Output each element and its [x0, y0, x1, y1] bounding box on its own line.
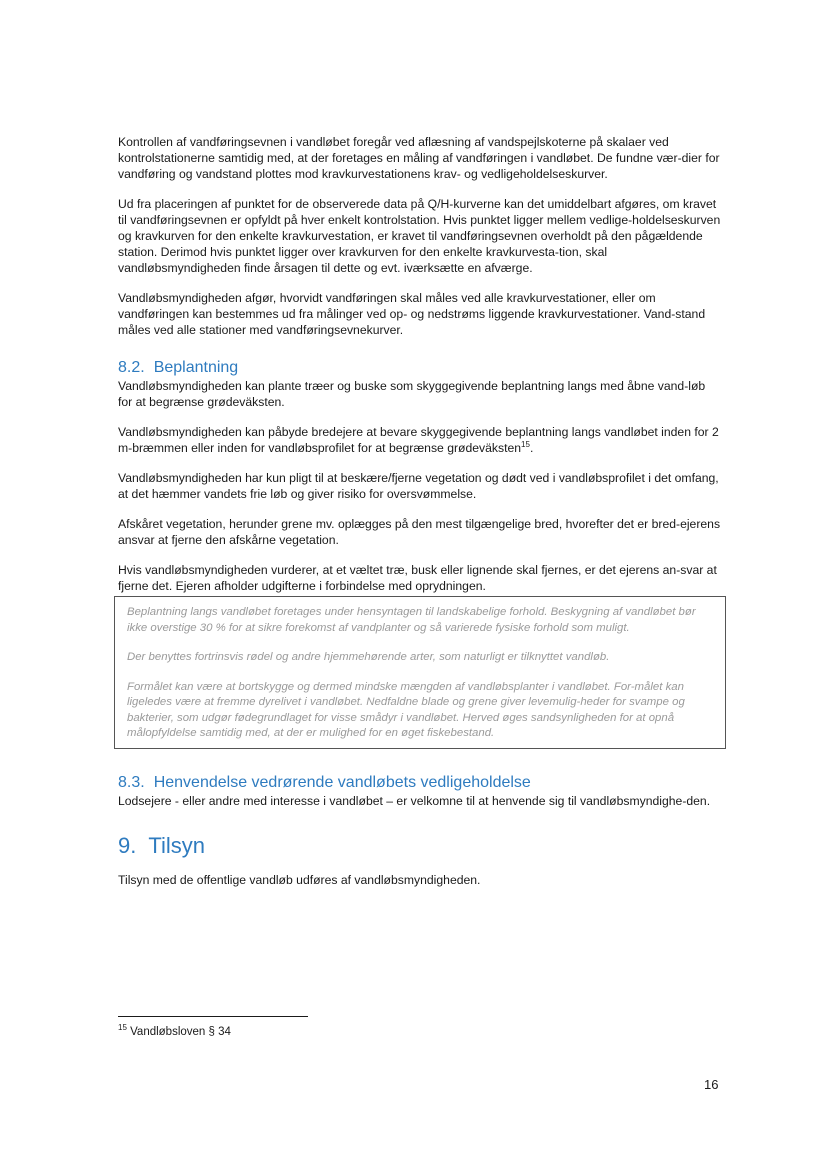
section-heading-8-2 — [118, 358, 722, 378]
note-paragraph-beplantning: Beplantning langs vandløbet foretages under hensyntagen til landskabelige forhold. Beskygning af vandløbet bør ikke overstige 30 % for at sikre forekomst af vandplanter og så varierede fysiske forhold som muligt. — [127, 606, 696, 634]
paragraph-pligt: Vandløbsmyndigheden har kun pligt til at beskære/fjerne vegetation og dødt ved i vandløbsprofilet i det omfang, at det hæmmer vandets frie løb og giver risiko for oversvømmelse. — [118, 471, 719, 501]
footnote-separator — [118, 1016, 308, 1017]
chapter-title: Tilsyn — [148, 832, 205, 858]
note-box — [114, 596, 726, 749]
paragraph-lodsejere: Lodsejere - eller andre med interesse i vandløbet – er velkomne til at henvende sig til vandløbsmyndighe-den. — [118, 793, 711, 808]
paragraph-paabyde-text: Vandløbsmyndigheden kan påbyde bredejere at bevare skyggegivende beplantning langs vandløbet inden for 2 m-bræmmen eller inden for vandløbsprofilet for at begrænse grødeväksten — [118, 425, 719, 455]
paragraph-vaeltet-trae: Hvis vandløbsmyndigheden vurderer, at et væltet træ, busk eller lignende skal fjernes, er det ejerens an-svar at fjerne det. Ejeren afholder udgifterne i forbindelse med oprydningen. — [118, 563, 717, 593]
paragraph-plante: Vandløbsmyndigheden kan plante træer og buske som skyggegivende beplantning langs med åbne vand-løb for at begrænse grødeväksten. — [118, 379, 706, 409]
section-number: 8.3. — [118, 773, 145, 791]
footnote-text: Vandløbsloven § 34 — [126, 1026, 231, 1038]
paragraph-afskaaret: Afskåret vegetation, herunder grene mv. oplægges på den mest tilgængelige bred, hvorefter det er bred-ejerens ansvar at fjerne den afskårne vegetation. — [118, 517, 721, 547]
note-paragraph-formaal: Formålet kan være at bortskygge og dermed mindske mængden af vandløbsplanter i vandløbet. For-målet kan ligeledes være at fremme dyrelivet i vandløbet. Nedfaldne blade og grene giver levemulig-heder for svampe og bakterier, som udgør fødegrundlaget for visse smådyr i vandløbet. Herved øges sandsynligheden for at opnå målopfyldelse samtidig med, at der er mulighed for en øget fiskebestand. — [127, 680, 685, 739]
paragraph-paabyde-end: . — [529, 441, 534, 455]
paragraph-paabyde — [118, 424, 722, 456]
chapter-number: 9. — [118, 832, 137, 858]
footnote — [118, 1023, 231, 1038]
note-paragraph-roedel: Der benyttes fortrinsvis rødel og andre hjemmehørende arter, som naturligt er tilknyttet vandløb. — [127, 651, 610, 663]
chapter-heading-9 — [118, 832, 722, 860]
footnote-number: 15 — [118, 1023, 127, 1033]
page-content — [118, 134, 722, 888]
paragraph-kontrol: Kontrollen af vandføringsevnen i vandløbet foregår ved aflæsning af vandspejlskoterne på skalaer ved kontrolstationerne samtidig med, at der foretages en måling af vandføringen i vandløbet. De fundne vær-dier for vandføring og vandstand plottes mod kravkurvestationens krav- og vedligeholdelseskurver. — [118, 135, 720, 181]
paragraph-vandfoering: Vandløbsmyndigheden afgør, hvorvidt vandføringen skal måles ved alle kravkurvestationer, eller om vandføringen kan bestemmes ud fra målinger ved op- og nedstrøms liggende kravkurvestationer. Vand-stand måles ved alle stationer med vandføringsevnekurver. — [118, 291, 706, 337]
section-title: Henvendelse vedrørende vandløbets vedligeholdelse — [153, 773, 531, 791]
footnote-reference[interactable]: 15 — [521, 439, 530, 449]
section-title: Beplantning — [153, 359, 239, 376]
section-heading-8-3 — [118, 773, 722, 793]
page-number: 16 — [704, 1077, 719, 1092]
paragraph-placering: Ud fra placeringen af punktet for de observerede data på Q/H-kurverne kan det umiddelbart afgøres, om kravet til vandføringsevnen er opfyldt på hver enkelt kontrolstation. Hvis punktet ligger mellem vedlige-holdelseskurven og kravkurven for den enkelte kravkurvestation, er kravet til vandføringsevnen overholdt på den pågældende station. Derimod hvis punktet ligger over kravkurven for den enkelte kravkurvesta-tion, skal vandløbsmyndigheden finde årsagen til dette og evt. iværksætte en afværge. — [118, 197, 721, 275]
paragraph-tilsyn: Tilsyn med de offentlige vandløb udføres af vandløbsmyndigheden. — [118, 872, 481, 887]
section-number: 8.2. — [118, 359, 145, 376]
